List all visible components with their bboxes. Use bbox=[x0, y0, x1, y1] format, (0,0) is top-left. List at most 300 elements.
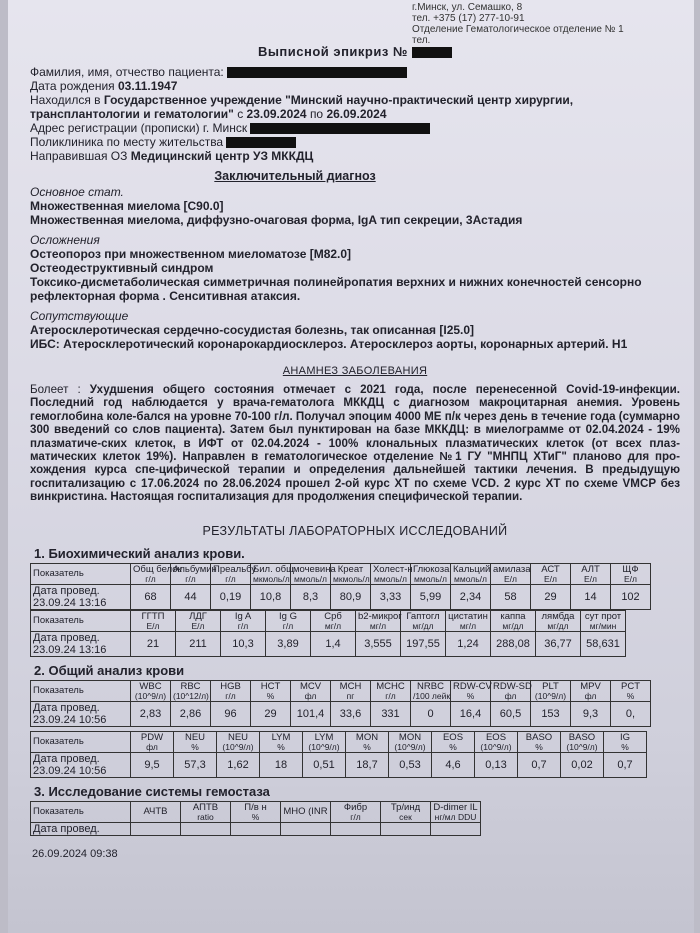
value-cell: 2,34 bbox=[451, 584, 491, 609]
value-cell: 0,19 bbox=[211, 584, 251, 609]
value-cell: 102 bbox=[611, 584, 651, 609]
column-header-cell bbox=[371, 563, 411, 584]
column-header-cell bbox=[231, 801, 281, 822]
unit-label: г/л bbox=[185, 573, 196, 584]
column-header-cell bbox=[411, 563, 451, 584]
column-header: NEU bbox=[227, 731, 249, 743]
date-cell bbox=[31, 584, 131, 609]
row-label-cell: Показатель bbox=[31, 680, 131, 701]
unit-label: фл bbox=[504, 690, 517, 701]
value-cell: 16,4 bbox=[451, 701, 491, 726]
referral-row bbox=[30, 149, 680, 163]
header-row bbox=[31, 610, 626, 631]
column-header-cell bbox=[451, 680, 491, 701]
column-header-cell bbox=[356, 610, 401, 631]
date-label: Дата провед. bbox=[33, 584, 100, 597]
unit-label: % bbox=[449, 741, 457, 752]
column-header: ЛДГ bbox=[189, 610, 207, 622]
values-row bbox=[31, 752, 647, 777]
cbc-title: 2. Общий анализ крови bbox=[34, 662, 185, 678]
value-cell: 21 bbox=[131, 631, 176, 656]
column-header: HCT bbox=[260, 680, 281, 692]
diagnosis-line: Множественная миелома [C90.0] bbox=[30, 199, 224, 213]
value-cell: 3,89 bbox=[266, 631, 311, 656]
column-header: NRBC bbox=[417, 680, 444, 692]
value-cell bbox=[381, 822, 431, 835]
unit-label: мг/дл bbox=[547, 620, 569, 631]
column-header: PDW bbox=[140, 731, 164, 743]
dob-row bbox=[30, 79, 680, 93]
column-header: АПТВ bbox=[192, 801, 219, 813]
column-header-cell bbox=[331, 801, 381, 822]
column-header: Креат bbox=[337, 563, 364, 575]
unit-label: Е/л bbox=[191, 620, 205, 631]
values-row bbox=[31, 631, 626, 656]
unit-label: мг/л bbox=[324, 620, 342, 631]
column-header-cell bbox=[581, 610, 626, 631]
column-header: Глюкоза bbox=[413, 563, 450, 575]
column-header-cell bbox=[174, 731, 217, 752]
column-header-cell bbox=[131, 563, 182, 584]
stay-dates-row bbox=[30, 107, 680, 121]
column-header-cell bbox=[217, 731, 260, 752]
column-header-cell bbox=[131, 680, 171, 701]
value-cell: 8,3 bbox=[291, 584, 331, 609]
biochem-table-2 bbox=[30, 610, 626, 657]
column-header: АСТ bbox=[541, 563, 560, 575]
dob-label: Дата рождения bbox=[30, 79, 115, 93]
value-cell: 18 bbox=[260, 752, 303, 777]
column-header: Бил. общ bbox=[253, 563, 294, 575]
diagnosis-line: ИБС: Атеросклеротический коронарокардиосклероз. Атеросклероз аорты, коронарных артерий. Н1 bbox=[30, 337, 628, 351]
unit-label: ммоль/л bbox=[454, 573, 487, 584]
column-header-cell bbox=[281, 801, 331, 822]
value-cell: 33,6 bbox=[331, 701, 371, 726]
column-header-cell bbox=[389, 731, 432, 752]
date-label: Дата провед. bbox=[33, 752, 100, 765]
column-header: МНО (INR bbox=[283, 806, 328, 818]
row-label-cell: Показатель bbox=[31, 801, 131, 822]
value-cell: 0,51 bbox=[303, 752, 346, 777]
column-header: мочевина bbox=[293, 563, 336, 575]
column-header: Тр/инд bbox=[390, 801, 421, 813]
unit-label: Е/л bbox=[624, 573, 637, 584]
title-text: Выписной эпикриз № bbox=[257, 44, 408, 59]
unit-label: мкмоль/л bbox=[333, 573, 370, 584]
column-header: PCT bbox=[621, 680, 640, 692]
column-header-cell bbox=[604, 731, 647, 752]
value-cell: 10,3 bbox=[221, 631, 266, 656]
value-cell: 96 bbox=[211, 701, 251, 726]
column-header: амилаза bbox=[493, 563, 531, 575]
column-header: Ig G bbox=[279, 610, 297, 622]
column-header: MON bbox=[398, 731, 422, 743]
column-header-cell bbox=[251, 563, 294, 584]
from-label: с bbox=[237, 107, 244, 121]
column-header-cell bbox=[571, 563, 611, 584]
column-header: Ig A bbox=[234, 610, 252, 622]
column-header-cell bbox=[571, 680, 611, 701]
unit-label: % bbox=[277, 741, 285, 752]
stay-row bbox=[30, 93, 680, 107]
anamnesis-text bbox=[30, 383, 680, 504]
unit-label: фл bbox=[146, 741, 158, 752]
column-header-cell bbox=[311, 610, 356, 631]
value-cell: 9,5 bbox=[131, 752, 174, 777]
unit-label: мг/л bbox=[369, 620, 387, 631]
unit-label: Е/л bbox=[146, 620, 160, 631]
column-header: АЛТ bbox=[581, 563, 600, 575]
date-value: 23.09.24 10:56 bbox=[33, 764, 107, 777]
address-line: тел. bbox=[412, 35, 431, 46]
column-header: IG bbox=[619, 731, 631, 743]
unit-label: % bbox=[621, 741, 629, 752]
column-header-cell bbox=[401, 610, 446, 631]
value-cell bbox=[131, 822, 181, 835]
unit-label: ммоль/л bbox=[374, 573, 407, 584]
value-cell: 2,86 bbox=[171, 701, 211, 726]
value-cell: 1,4 bbox=[311, 631, 356, 656]
unit-label: г/л bbox=[350, 811, 361, 822]
column-header-cell bbox=[451, 563, 491, 584]
referral-value: Медицинский центр УЗ МККДЦ bbox=[130, 149, 314, 163]
value-cell: 3,555 bbox=[356, 631, 401, 656]
unit-label: % bbox=[466, 690, 475, 701]
hemostasis-table bbox=[30, 801, 481, 836]
date-label: Дата провед. bbox=[33, 822, 100, 835]
value-cell: 101,4 bbox=[291, 701, 331, 726]
unit-label: Е/л bbox=[544, 573, 557, 584]
address-line: г.Минск, ул. Семашко, 8 bbox=[412, 2, 523, 13]
reg-label: Адрес регистрации (прописки) bbox=[30, 121, 200, 135]
value-cell: 44 bbox=[171, 584, 211, 609]
value-cell bbox=[431, 822, 481, 835]
column-header: RDW-SD bbox=[493, 680, 532, 692]
value-cell: 1,62 bbox=[217, 752, 260, 777]
column-header-cell bbox=[260, 731, 303, 752]
date-value: 23.09.24 13:16 bbox=[33, 596, 107, 609]
unit-label: % bbox=[535, 741, 543, 752]
column-header-cell bbox=[303, 731, 346, 752]
redaction-bar bbox=[250, 123, 430, 134]
header-row bbox=[31, 563, 651, 584]
redaction-bar bbox=[227, 67, 407, 78]
diagnosis-line: Остеодеструктивный синдром bbox=[30, 261, 214, 275]
value-cell bbox=[281, 822, 331, 835]
value-cell: 18,7 bbox=[346, 752, 389, 777]
value-cell: 58 bbox=[491, 584, 531, 609]
unit-label: (10^12/л) bbox=[173, 690, 209, 701]
dob-value: 03.11.1947 bbox=[118, 79, 178, 93]
date-label: Дата провед. bbox=[33, 701, 100, 714]
diagnosis-line: Остеопороз при множественном миеломатозе [M82.0] bbox=[30, 247, 352, 261]
registration-row bbox=[30, 121, 680, 135]
value-cell: 331 bbox=[371, 701, 411, 726]
column-header-cell bbox=[171, 563, 217, 584]
value-cell: 80,9 bbox=[331, 584, 371, 609]
column-header: АЧТВ bbox=[143, 806, 168, 818]
column-header-cell bbox=[518, 731, 561, 752]
values-row bbox=[31, 584, 651, 609]
column-header-cell bbox=[611, 563, 651, 584]
diagnosis-line: Токсико-дисметаболическая симметричная полинейропатия верхних и нижних конечностей сенсорно bbox=[30, 275, 642, 289]
column-header: BASO bbox=[568, 731, 596, 743]
document-date: 26.09.2024 09:38 bbox=[32, 847, 118, 860]
unit-label: Е/л bbox=[584, 573, 597, 584]
value-cell: 3,33 bbox=[371, 584, 411, 609]
value-cell: 10,8 bbox=[251, 584, 291, 609]
value-cell: 14 bbox=[571, 584, 611, 609]
value-cell: 0,02 bbox=[561, 752, 604, 777]
column-header: Срб bbox=[324, 610, 342, 622]
column-header: Кальций bbox=[453, 563, 491, 575]
value-cell bbox=[181, 822, 231, 835]
row-label-cell: Показатель bbox=[31, 563, 131, 584]
header-row bbox=[31, 731, 647, 752]
column-header-cell bbox=[331, 563, 371, 584]
value-cell: 153 bbox=[531, 701, 571, 726]
institution-value: Государственное учреждение "Минский научно-практический центр хирургии, bbox=[103, 93, 574, 107]
unit-label: мг/мин bbox=[589, 620, 617, 631]
to-label: по bbox=[309, 107, 324, 121]
referral-label: Направившая ОЗ bbox=[30, 149, 128, 163]
column-header-cell bbox=[211, 680, 251, 701]
unit-label: ratio bbox=[197, 811, 214, 822]
value-cell: 36,77 bbox=[536, 631, 581, 656]
column-header-cell bbox=[291, 563, 336, 584]
date-cell bbox=[31, 701, 131, 726]
complications-label: Осложнения bbox=[30, 233, 100, 247]
column-header: MCHC bbox=[376, 680, 405, 692]
column-header: лямбда bbox=[541, 610, 575, 622]
unit-label: (10^9/л) bbox=[534, 690, 567, 701]
column-header: PLT bbox=[542, 680, 559, 692]
column-header: RDW-CV bbox=[453, 680, 492, 692]
column-header-cell bbox=[346, 731, 389, 752]
value-cell: 0,7 bbox=[518, 752, 561, 777]
column-header-cell bbox=[171, 680, 211, 701]
clinic-address bbox=[412, 2, 672, 46]
unit-label: г/л bbox=[385, 690, 396, 701]
unit-label: (10^9/л) bbox=[566, 741, 598, 752]
value-cell: 68 bbox=[131, 584, 171, 609]
column-header-cell bbox=[221, 610, 266, 631]
column-header-cell bbox=[491, 610, 536, 631]
column-header: EOS bbox=[485, 731, 507, 743]
column-header-cell bbox=[491, 680, 531, 701]
unit-label: (10^9/л) bbox=[134, 690, 167, 701]
column-header: b2-микрог bbox=[358, 610, 402, 622]
value-cell: 9,3 bbox=[571, 701, 611, 726]
unit-label: /100 лейк bbox=[413, 690, 451, 701]
unit-label: ммоль/л bbox=[414, 573, 447, 584]
column-header-cell bbox=[291, 680, 331, 701]
labs-title: РЕЗУЛЬТАТЫ ЛАБОРАТОРНЫХ ИССЛЕДОВАНИЙ bbox=[202, 523, 508, 538]
row-label-cell: Показатель bbox=[31, 731, 131, 752]
value-cell: 197,55 bbox=[401, 631, 446, 656]
column-header: цистатин bbox=[448, 610, 488, 622]
unit-label: % bbox=[191, 741, 199, 752]
reg-city: г. Минск bbox=[202, 121, 248, 135]
column-header-cell bbox=[561, 731, 604, 752]
column-header-cell bbox=[251, 680, 291, 701]
column-header: MCV bbox=[299, 680, 322, 692]
column-header-cell bbox=[431, 801, 481, 822]
date-value: 23.09.24 13:16 bbox=[33, 643, 107, 656]
institution-cont: трансплантологии и гематологии" bbox=[30, 107, 234, 121]
column-header: RBC bbox=[180, 680, 201, 692]
column-header-cell bbox=[531, 563, 571, 584]
diagnosis-line: Атеросклеротическая сердечно-сосудистая болезнь, так описанная [I25.0] bbox=[30, 323, 475, 337]
clinic-row bbox=[30, 135, 680, 149]
anamnesis-body: Ухудшения общего состояния отмечает с 2021 года, после перенесенной Covid-19-инфекции. Последний год наблюдается у врача-гематолога МККДЦ с диагнозом макроцитарная анемия. Уровень гемоглобина коле-бался на уровне 70-100 г/л. Получал эпоцим 4000 МЕ п/к через день в течение года (суммарно 300 введений со слов пациента). Затем был пунктирован на базе МККДЦ: в миелограмме от 02.04.2024 - 19% плазматиче-ских клеток, в ИФТ от 02.04.2024 - 100% клональных плазматических клеток (от всех плаз-матических клеток 19%). Направлен в гематологическое отделение №1 ГУ "МНПЦ ХТиГ" планово для про-хождения курса спе-цифической терапии и определения дальнейшей тактики лечения. В предыдущую госпитализацию с 17.06.2024 по 28.06.2024 прошел 2-ой курс ХТ по схеме VCD. 2 курс ХТ по схеме VMCP без винкристина. Настоящая госпитализация для продолжения специфической терапии. bbox=[30, 383, 680, 504]
unit-label: (10^9/л) bbox=[222, 741, 254, 752]
unit-label: % bbox=[251, 811, 260, 822]
clinic-label: Поликлиника по месту жительства bbox=[30, 135, 224, 149]
unit-label: фл bbox=[304, 690, 317, 701]
unit-label: г/л bbox=[282, 620, 294, 631]
unit-label: г/л bbox=[225, 690, 236, 701]
redaction-bar bbox=[412, 47, 452, 58]
unit-label: Е/л bbox=[504, 573, 517, 584]
column-header: BASO bbox=[525, 731, 553, 743]
value-cell: 4,6 bbox=[432, 752, 475, 777]
column-header: LYM bbox=[314, 731, 334, 743]
column-header-cell bbox=[371, 680, 411, 701]
document-title bbox=[30, 44, 680, 59]
column-header: ЩФ bbox=[622, 563, 639, 575]
discharge-summary-sheet bbox=[8, 0, 694, 933]
column-header-cell bbox=[611, 680, 651, 701]
value-cell bbox=[331, 822, 381, 835]
diagnosis-line: Множественная миелома, диффузно-очаговая форма, IgA тип секреции, 3Астадия bbox=[30, 213, 523, 227]
column-header: Общ белок bbox=[133, 563, 182, 575]
biochem-title: 1. Биохимический анализ крови. bbox=[34, 545, 245, 561]
column-header: Гаптогл bbox=[406, 610, 440, 622]
value-cell: 60,5 bbox=[491, 701, 531, 726]
date-cell bbox=[31, 752, 131, 777]
unit-label: мкмоль/л bbox=[253, 573, 290, 584]
to-value: 26.09.2024 bbox=[326, 107, 387, 121]
value-cell: 0,7 bbox=[604, 752, 647, 777]
column-header: EOS bbox=[442, 731, 464, 743]
value-cell: 57,3 bbox=[174, 752, 217, 777]
unit-label: ммоль/л bbox=[294, 573, 327, 584]
unit-label: мг/дл bbox=[502, 620, 524, 631]
unit-label: нг/мл DDU bbox=[434, 811, 477, 822]
date-label: Дата провед. bbox=[33, 631, 100, 644]
column-header: Преальбу bbox=[213, 563, 257, 575]
unit-label: г/л bbox=[225, 573, 236, 584]
column-header: Альбумин bbox=[173, 563, 217, 575]
column-header-cell bbox=[411, 680, 451, 701]
values-row bbox=[31, 822, 481, 835]
column-header-cell bbox=[131, 801, 181, 822]
stay-label: Находился в bbox=[30, 93, 101, 107]
row-label-cell: Показатель bbox=[31, 610, 131, 631]
biochem-table-1 bbox=[30, 563, 651, 610]
column-header: WBC bbox=[139, 680, 162, 692]
redaction-bar bbox=[226, 137, 296, 148]
value-cell: 5,99 bbox=[411, 584, 451, 609]
column-header: D-dimer IL bbox=[433, 801, 478, 813]
patient-info bbox=[30, 65, 680, 163]
value-cell: 29 bbox=[251, 701, 291, 726]
date-value: 23.09.24 10:56 bbox=[33, 713, 107, 726]
column-header: каппа bbox=[500, 610, 526, 622]
value-cell: 0, bbox=[611, 701, 651, 726]
unit-label: фл bbox=[584, 690, 597, 701]
value-cell: 0,53 bbox=[389, 752, 432, 777]
column-header: NEU bbox=[184, 731, 206, 743]
value-cell: 288,08 bbox=[491, 631, 536, 656]
from-value: 23.09.2024 bbox=[246, 107, 307, 121]
unit-label: % bbox=[363, 741, 371, 752]
value-cell: 58,631 bbox=[581, 631, 626, 656]
column-header: MCH bbox=[339, 680, 362, 692]
cbc-table-2 bbox=[30, 731, 647, 778]
unit-label: мг/дл bbox=[412, 620, 434, 631]
address-line: тел. +375 (17) 277-10-91 bbox=[412, 13, 525, 24]
diagnosis-line: рефлекторная форма . Сенситивная атаксия. bbox=[30, 289, 301, 303]
column-header-cell bbox=[331, 680, 371, 701]
column-header-cell bbox=[211, 563, 257, 584]
column-header-cell bbox=[131, 731, 174, 752]
column-header-cell bbox=[176, 610, 221, 631]
value-cell: 29 bbox=[531, 584, 571, 609]
column-header-cell bbox=[491, 563, 531, 584]
values-row bbox=[31, 701, 651, 726]
unit-label: г/л bbox=[237, 620, 249, 631]
patient-name-row bbox=[30, 65, 680, 79]
anamnesis-lead: Болеет : bbox=[30, 383, 81, 396]
anamnesis-title: АНАМНЕЗ ЗАБОЛЕВАНИЯ bbox=[282, 365, 428, 377]
concomitant-label: Сопутствующие bbox=[30, 309, 129, 323]
column-header: сут прот bbox=[584, 610, 622, 622]
column-header-cell bbox=[531, 680, 571, 701]
diagnosis-title: Заключительный диагноз bbox=[214, 169, 376, 183]
column-header: LYM bbox=[271, 731, 291, 743]
value-cell: 1,24 bbox=[446, 631, 491, 656]
column-header: MON bbox=[355, 731, 379, 743]
cbc-table-1 bbox=[30, 680, 651, 727]
value-cell: 0 bbox=[411, 701, 451, 726]
header-row bbox=[31, 801, 481, 822]
unit-label: (10^9/л) bbox=[308, 741, 340, 752]
hemostasis-title: 3. Исследование системы гемостаза bbox=[34, 783, 270, 799]
column-header: П/в н bbox=[244, 801, 267, 813]
unit-label: сек bbox=[399, 811, 412, 822]
unit-label: % bbox=[626, 690, 635, 701]
unit-label: (10^9/л) bbox=[480, 741, 512, 752]
unit-label: % bbox=[266, 690, 275, 701]
column-header-cell bbox=[475, 731, 518, 752]
main-label: Основное стат. bbox=[30, 185, 124, 199]
column-header-cell bbox=[446, 610, 491, 631]
column-header: Фибр bbox=[343, 801, 368, 813]
date-cell bbox=[31, 822, 131, 835]
column-header: ГГТП bbox=[141, 610, 165, 622]
unit-label: мг/л bbox=[459, 620, 477, 631]
name-label: Фамилия, имя, отчество пациента: bbox=[30, 65, 224, 79]
column-header-cell bbox=[131, 610, 176, 631]
header-row bbox=[31, 680, 651, 701]
unit-label: (10^9/л) bbox=[394, 741, 426, 752]
column-header: HGB bbox=[220, 680, 241, 692]
column-header-cell bbox=[181, 801, 231, 822]
column-header: Холест-н bbox=[373, 563, 413, 575]
value-cell: 211 bbox=[176, 631, 221, 656]
